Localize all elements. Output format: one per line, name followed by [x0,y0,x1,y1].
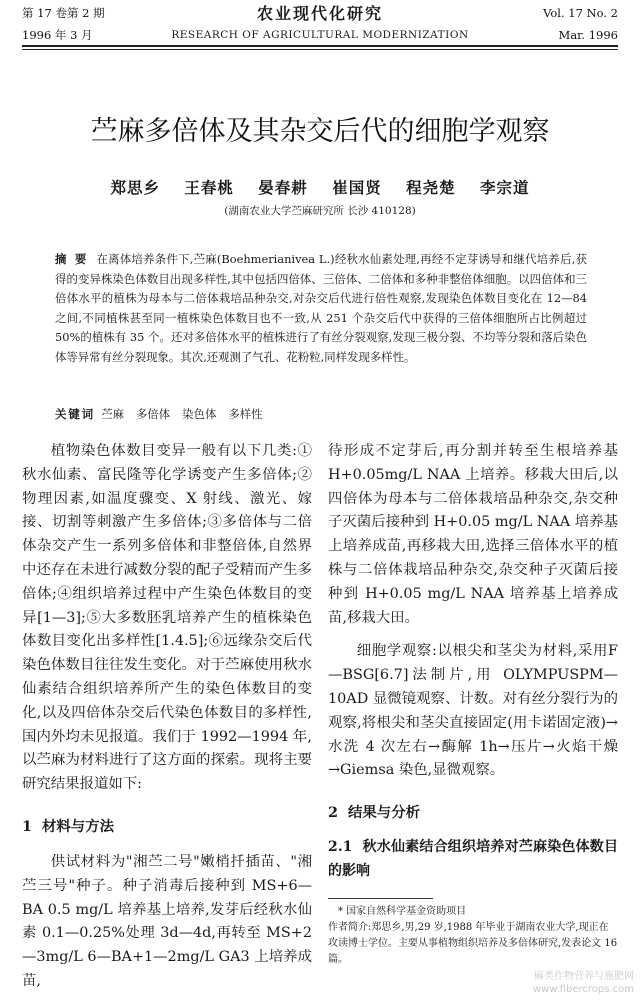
keyword: 染色体 [182,407,217,421]
footnote-fund: * 国家自然科学基金资助项目 [338,906,467,917]
abstract-text: 在离体培养条件下,苎麻(Boehmerianivea L.)经秋水仙素处理,再经不定芽诱导和继代培养后,获得的变异株染色体数目出现多样性,其中包括四倍体、三倍体、二倍体和多种非整倍体细胞。以四倍体和三倍体水平的植株为母本与二倍体栽培品种杂交,对杂交后代进行倍性观察,发现染色体数目变化在 12—84 之间,不同植株甚至同一植株染色体数目也不一致,从 251 个杂交后代中获得的三倍体细胞所占比例超过 50%的植株有 35 个。还对多倍体水平的植株进行了有丝分裂观察,发现三极分裂、不均等分裂和落后染色体等异常有丝分裂现象。其次,还观测了气孔、花粉粒,同样发现多样性。 [55,252,587,364]
methods-continued-paragraph: 待形成不定芽后,再分割并转至生根培养基 H+0.05mg/L NAA 上培养。移栽大田后,以四倍体为母本与二倍体栽培品种杂交,杂交种子灭菌后接种到 H+0.05 mg/L NAA 培养基上培养成苗,再移栽大田,选择三倍体水平的植株与二倍体栽培品种杂交,杂交种子灭菌后接种到 H+0.05 mg/L NAA 培养基上培养成苗,移栽大田。 [328,443,618,626]
author-name: 李宗道 [480,178,530,197]
journal-title-en: RESEARCH OF AGRICULTURAL MODERNIZATION [171,29,469,41]
keywords [55,405,587,423]
section-title: 结果与分析 [348,804,420,822]
header-date-en: Mar. 1996 [558,28,618,42]
journal-title-cn: 农业现代化研究 [256,4,383,23]
abstract [55,250,587,368]
author-name: 王春桃 [184,178,234,197]
keyword: 苎麻 [101,407,124,421]
keywords-label: 关键词 [55,407,96,421]
section-number: 2 [328,804,339,822]
watermark-line: 麻类作物营养与施肥网 [534,971,634,982]
header-rule-thick [22,45,618,47]
intro-paragraph: 植物染色体数目变异一般有以下几类:①秋水仙素、富民隆等化学诱变产生多倍体;②物理因素,如温度骤变、X 射线、激光、嫁接、切割等刺激产生多倍体;③多倍体与二倍体杂交产生一系列多倍体和非整倍体,自然界中还存在未进行减数分裂的配子受精而产生多倍体;④组织培养过程中产生染色体数目的变异[1—3];⑤大多数胚乳培养产生的植株染色体数目变化出多样性[1.4.5];⑥远缘杂交后代染色体数目往往发生变化。对于苎麻使用秋水仙素结合组织培养所产生的染色体数目的变化,以及四倍体杂交后代染色体数目的多样性,国内外均未见报道。我们于 1992—1994 年,以苎麻为材料进行了这方面的探索。现将主要研究结果报道如下: [22,443,312,793]
author-name: 郑思乡 [110,178,160,197]
keyword: 多倍体 [135,407,171,421]
author-name: 程尧楚 [406,178,456,197]
footnote-rule [328,898,433,899]
section-heading-1 [22,815,312,839]
paper-title: 苎麻多倍体及其杂交后代的细胞学观察 [90,116,550,147]
watermark [533,970,634,996]
header-volume-en: Vol. 17 No. 2 [543,6,618,20]
header-rule-thin [22,49,618,50]
author-name: 崔国贤 [332,178,382,197]
author-affiliation: (湖南农业大学苎麻研究所 长沙 410128) [224,205,416,217]
header-volume-cn: 第 17 卷第 2 期 [22,6,105,20]
footnote-author-bio: 作者简介:郑思乡,男,29 岁,1988 年毕业于湖南农业大学,现正在攻读博士学位。主要从事植物组织培养及多倍体研究,发表论文 16 篇。 [328,922,618,965]
author-list [0,178,640,198]
right-column [328,440,618,883]
section-heading-2 [328,801,618,825]
author-name: 晏春耕 [258,178,308,197]
abstract-label: 摘 要 [55,252,89,266]
section-number: 1 [22,817,33,835]
materials-paragraph: 供试材料为"湘苎二号"嫩梢扦插苗、"湘苎三号"种子。种子消毒后接种到 MS+6—BA 0.5 mg/L 培养基上培养,发芽后经秋水仙素 0.1—0.25%处理 3d—4d,再转至 MS+2—3mg/L 6—BA+1—2mg/L GA3 上培养成苗, [22,853,312,989]
header-date-cn: 1996 年 3 月 [22,28,93,42]
subsection-heading-2-1 [328,835,618,883]
footnote [328,904,618,968]
subsection-title: 秋水仙素结合组织培养对苎麻染色体数目的影响 [328,839,618,880]
left-column [22,440,312,994]
watermark-line: www.fibercrops.com [532,984,634,995]
cytology-paragraph: 细胞学观察:以根尖和茎尖为材料,采用F—BSG[6.7]法制片,用 OLYMPUSPM—10AD 显微镜观察、计数。对有丝分裂行为的观察,将根尖和茎尖直接固定(用卡诺固定液)→水洗 4 次左右→酶解 1h→压片→火焰干燥→Giemsa 染色,显微观察。 [328,643,618,779]
keyword: 多样性 [228,407,263,421]
section-title: 材料与方法 [42,817,114,835]
subsection-number: 2.1 [328,839,353,856]
